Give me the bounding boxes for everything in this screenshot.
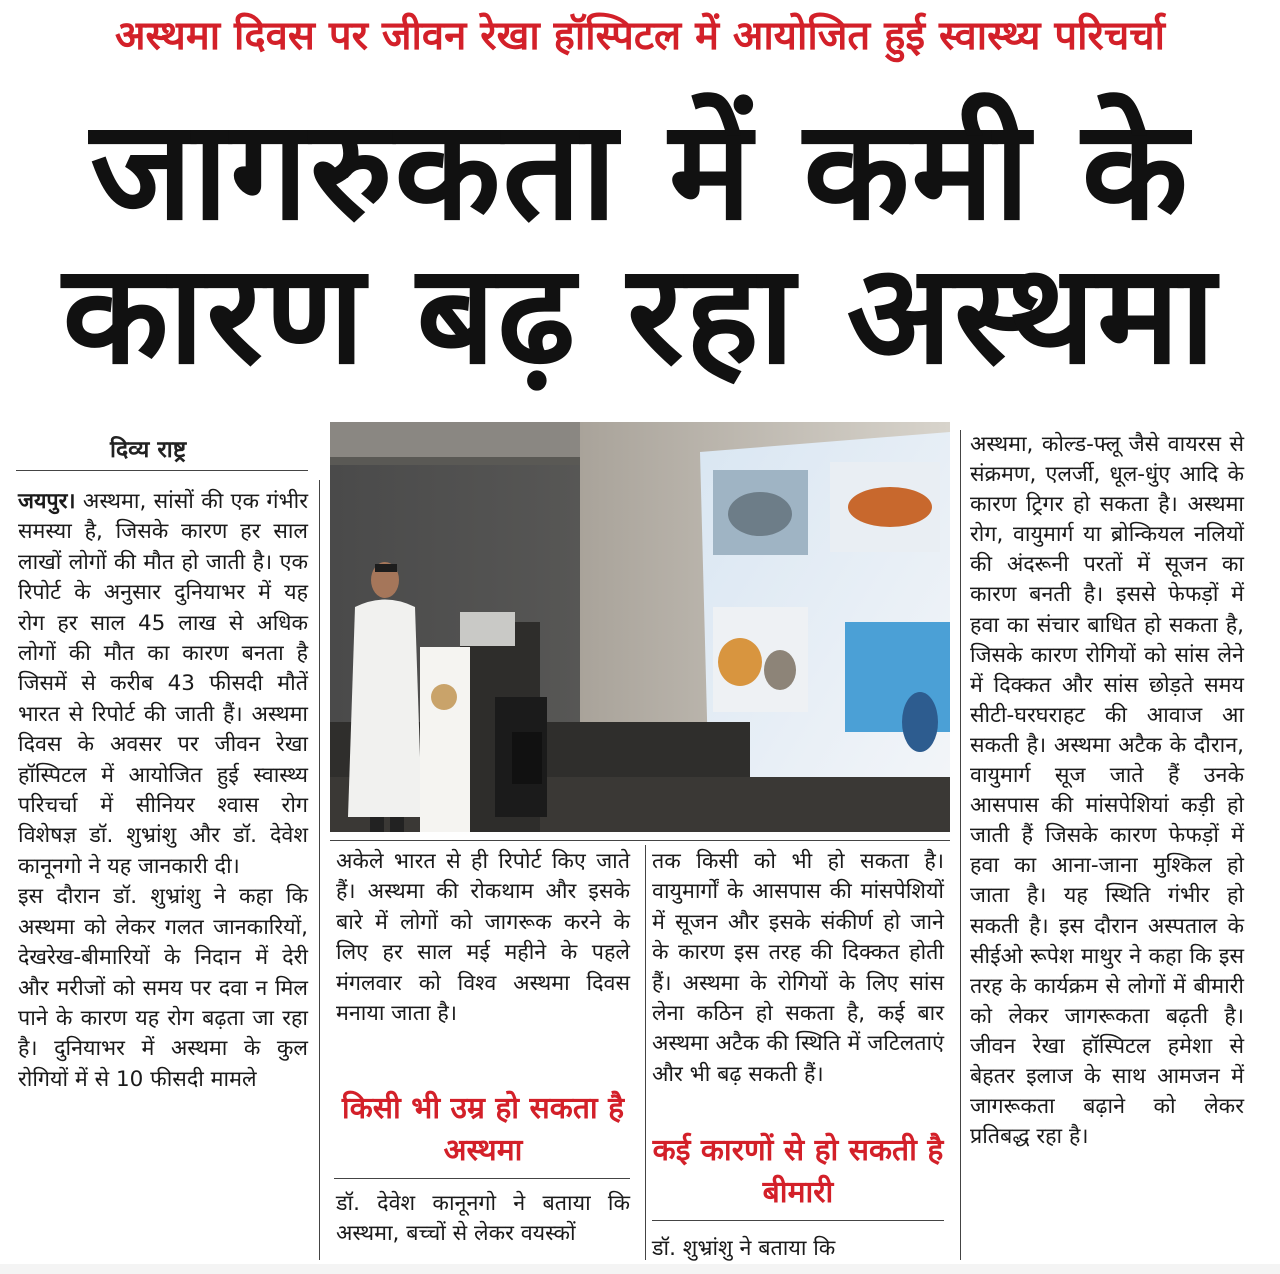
byline: दिव्य राष्ट्र [110,437,187,463]
col2-paragraph-1: अकेले भारत से ही रिपोर्ट किए जाते हैं। अस्थमा की रोकथाम और इसके बारे में लोगों को जागरूक करने के लिए हर साल मई महीने के पहले मंगलवार को विश्व अस्थमा दिवस मनाया जाता है। [336,849,630,1027]
byline-rule [16,470,308,471]
col2-paragraph-2: डॉ. देवेश कानूनगो ने बताया कि अस्थमा, बच्चों से लेकर वयस्कों [336,1191,630,1247]
subhead-many-causes: कई कारणों से हो सकती है बीमारी [652,1133,944,1210]
article-column-2 [336,847,630,1029]
main-headline-line-2: कारण बढ़ रहा अस्थमा [62,234,1218,395]
kicker-headline: अस्थमा दिवस पर जीवन रेखा हॉस्पिटल में आयोजित हुई स्वास्थ्य परिचर्चा [114,13,1166,59]
article-column-3-continued [652,1234,944,1264]
col3-paragraph-2: डॉ. शुभ्रांशु ने बताया कि [652,1236,836,1261]
column-divider-2 [645,845,646,1260]
event-photo-illustration [330,422,950,832]
col3-paragraph-1: तक किसी को भी हो सकता है। वायुमार्गों के आसपास की मांसपेशियों में सूजन और इसके संकीर्ण हो जाने के कारण इस तरह की दिक्कत होती हैं। अस्थमा के रोगियों के लिए सांस लेना कठिन हो सकता है, कई बार अस्थमा अटैक की स्थिति में जटिलताएं और भी बढ़ सकती हैं। [652,849,944,1087]
laptop [460,612,515,646]
article-column-1 [18,487,308,1095]
column-divider-3 [960,430,961,1260]
col1-paragraph-2: इस दौरान डॉ. शुभ्रांशु ने कहा कि अस्थमा को लेकर गलत जानकारियों, देखरेख-बीमारियों के निदान में देरी और मरीजों को समय पर दवा न मिल पाने के कारण यह रोग बढ़ता जा रहा है। दुनियाभर में अस्थमा के कुल रोगियों में से 10 फीसदी मामले [18,884,308,1092]
podium [420,647,470,832]
article-column-4 [970,430,1244,1152]
page-bottom-edge [0,1264,1280,1274]
col4-paragraph-1: अस्थमा, कोल्ड-फ्लू जैसे वायरस से संक्रमण, एलर्जी, धूल-धुंए आदि के कारण ट्रिगर हो सकता है। अस्थमा रोग, वायुमार्ग या ब्रोन्कियल नलियों की अंदरूनी परतों में सूजन का कारण बनती है। इससे फेफड़ों में हवा का संचार बाधित हो सकता है, जिसके कारण रोगियों को सांस लेने में दिक्कत और सांस छोड़ते समय सीटी-घरघराहट की आवाज आ सकती है। अस्थमा अटैक के दौरान, वायुमार्ग सूज जाते हैं उनके आसपास की मांसपेशियां कड़ी हो जाती हैं जिसके कारण फेफड़ों में हवा का आना-जाना मुश्किल हो जाता है। यह स्थिति गंभीर हो सकती है। इस दौरान अस्पताल के सीईओ रूपेश माथुर ने कहा कि इस तरह के कार्यक्रम से लोगों में बीमारी को लेकर जागरूकता बढ़ती है। जीवन रेखा हॉस्पिटल हमेशा से बेहतर इलाज के साथ आमजन में जागरूकता बढ़ाने को लेकर प्रतिबद्ध रहा है। [970,432,1244,1150]
col1-paragraph-1 [18,487,308,882]
event-photo [330,422,950,832]
subhead-1-rule [334,1178,630,1179]
article-column-2-continued [336,1189,630,1250]
column-divider-1 [319,480,320,1260]
subhead-any-age: किसी भी उम्र हो सकता है अस्थमा [341,1091,625,1168]
article-column-3 [652,847,944,1090]
subhead-2-rule [652,1220,944,1221]
speaker-coat [348,600,422,818]
col1-para1-text: अस्थमा, सांसों की एक गंभीर समस्या है, जिसके कारण हर साल लाखों लोगों की मौत हो जाती है। एक रिपोर्ट के अनुसार दुनियाभर में यह रोग हर साल 45 लाख से अधिक लोगों की मौत का कारण बनता है जिसमें से करीब 43 फीसदी मौतें भारत से रिपोर्ट की जाती हैं। अस्थमा दिवस के अवसर पर जीवन रेखा हॉस्पिटल में आयोजित हुई स्वास्थ्य परिचर्चा में सीनियर श्वास रोग विशेषज्ञ डॉ. शुभ्रांशु और डॉ. देवेश कानूनगो ने यह जानकारी दी। [18,489,308,879]
photo-bottom-rule [330,840,950,841]
main-headline-line-1: जागरुकता में कमी के [90,90,1190,251]
dateline-city: जयपुर। [18,489,76,514]
